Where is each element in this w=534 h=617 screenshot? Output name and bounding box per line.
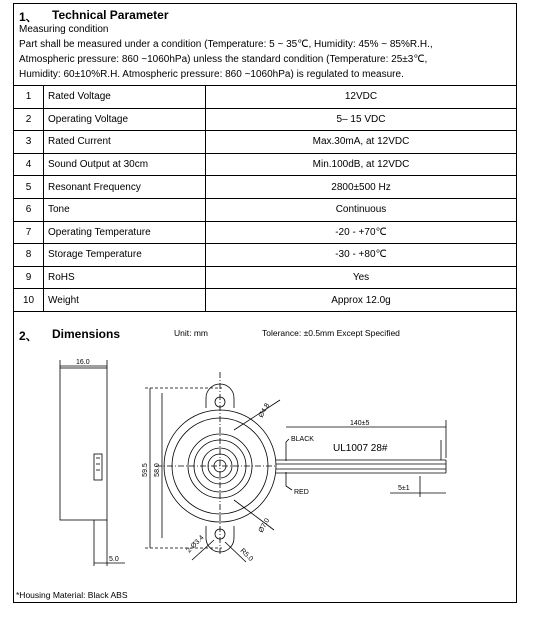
row-number: 6 xyxy=(14,198,44,221)
parameter-value: Min.100dB, at 12VDC xyxy=(206,153,517,176)
parameter-name: Rated Voltage xyxy=(44,86,206,109)
parameter-value: Approx 12.0g xyxy=(206,289,517,312)
dim-height-outer: 59.5 xyxy=(142,463,149,477)
parameter-value: Yes xyxy=(206,266,517,289)
section-2-title: Dimensions xyxy=(52,327,121,341)
dim-center-dia: Ø7.0 xyxy=(257,517,272,534)
parameter-name: Sound Output at 30cm xyxy=(44,153,206,176)
parameter-value: -20 - +70℃ xyxy=(206,221,517,244)
row-number: 5 xyxy=(14,176,44,199)
parameter-name: Tone xyxy=(44,198,206,221)
dim-radius: R5.0 xyxy=(238,547,254,563)
row-number: 3 xyxy=(14,131,44,154)
row-number: 7 xyxy=(14,221,44,244)
section-1-title: Technical Parameter xyxy=(52,8,169,22)
condition-line-3: Humidity: 60±10%R.H. Atmospheric pressure: 860 ~1060hPa) is regulated to measure. xyxy=(19,69,404,80)
dim-wire-length: 140±5 xyxy=(350,420,370,427)
dim-height-inner: 58.0 xyxy=(154,463,161,477)
dim-side-bottom: 5.0 xyxy=(109,556,119,563)
row-number: 4 xyxy=(14,153,44,176)
housing-material-note: *Housing Material: Black ABS xyxy=(16,590,128,600)
unit-label: Unit: mm xyxy=(174,328,208,338)
dim-mount-holes: 2-Ø3.4 xyxy=(185,534,206,555)
parameter-value: 12VDC xyxy=(206,86,517,109)
parameter-name: Rated Current xyxy=(44,131,206,154)
dim-side-width: 16.0 xyxy=(76,359,90,366)
parameter-value: -30 - +80℃ xyxy=(206,244,517,267)
parameter-name: Weight xyxy=(44,289,206,312)
row-number: 9 xyxy=(14,266,44,289)
dim-hole-dia: Ø4.8 xyxy=(257,402,272,419)
label-wire-red: RED xyxy=(294,489,309,496)
parameter-name: Resonant Frequency xyxy=(44,176,206,199)
parameter-value: 5– 15 VDC xyxy=(206,108,517,131)
parameter-value: 2800±500 Hz xyxy=(206,176,517,199)
parameter-name: Storage Temperature xyxy=(44,244,206,267)
condition-line-1: Part shall be measured under a condition (Temperature: 5 ~ 35℃, Humidity: 45% ~ 85%R.H., xyxy=(19,39,433,50)
tolerance-label: Tolerance: ±0.5mm Except Specified xyxy=(262,328,400,338)
section-2-number: 2、 xyxy=(19,329,38,343)
measuring-condition-label: Measuring condition xyxy=(19,24,109,35)
section-1-number: 1、 xyxy=(19,10,38,24)
parameter-value: Continuous xyxy=(206,198,517,221)
dim-strip-length: 5±1 xyxy=(398,485,410,492)
row-number: 2 xyxy=(14,108,44,131)
label-wire-type: UL1007 28# xyxy=(333,443,388,454)
row-number: 1 xyxy=(14,86,44,109)
parameter-name: Operating Temperature xyxy=(44,221,206,244)
side-view-body xyxy=(60,368,107,520)
condition-line-2: Atmospheric pressure: 860 ~1060hPa) unless the standard condition (Temperature: 25±3℃, xyxy=(19,54,428,65)
parameter-value: Max.30mA, at 12VDC xyxy=(206,131,517,154)
parameter-name: Operating Voltage xyxy=(44,108,206,131)
parameter-name: RoHS xyxy=(44,266,206,289)
row-number: 8 xyxy=(14,244,44,267)
label-wire-black: BLACK xyxy=(291,436,314,443)
row-number: 10 xyxy=(14,289,44,312)
